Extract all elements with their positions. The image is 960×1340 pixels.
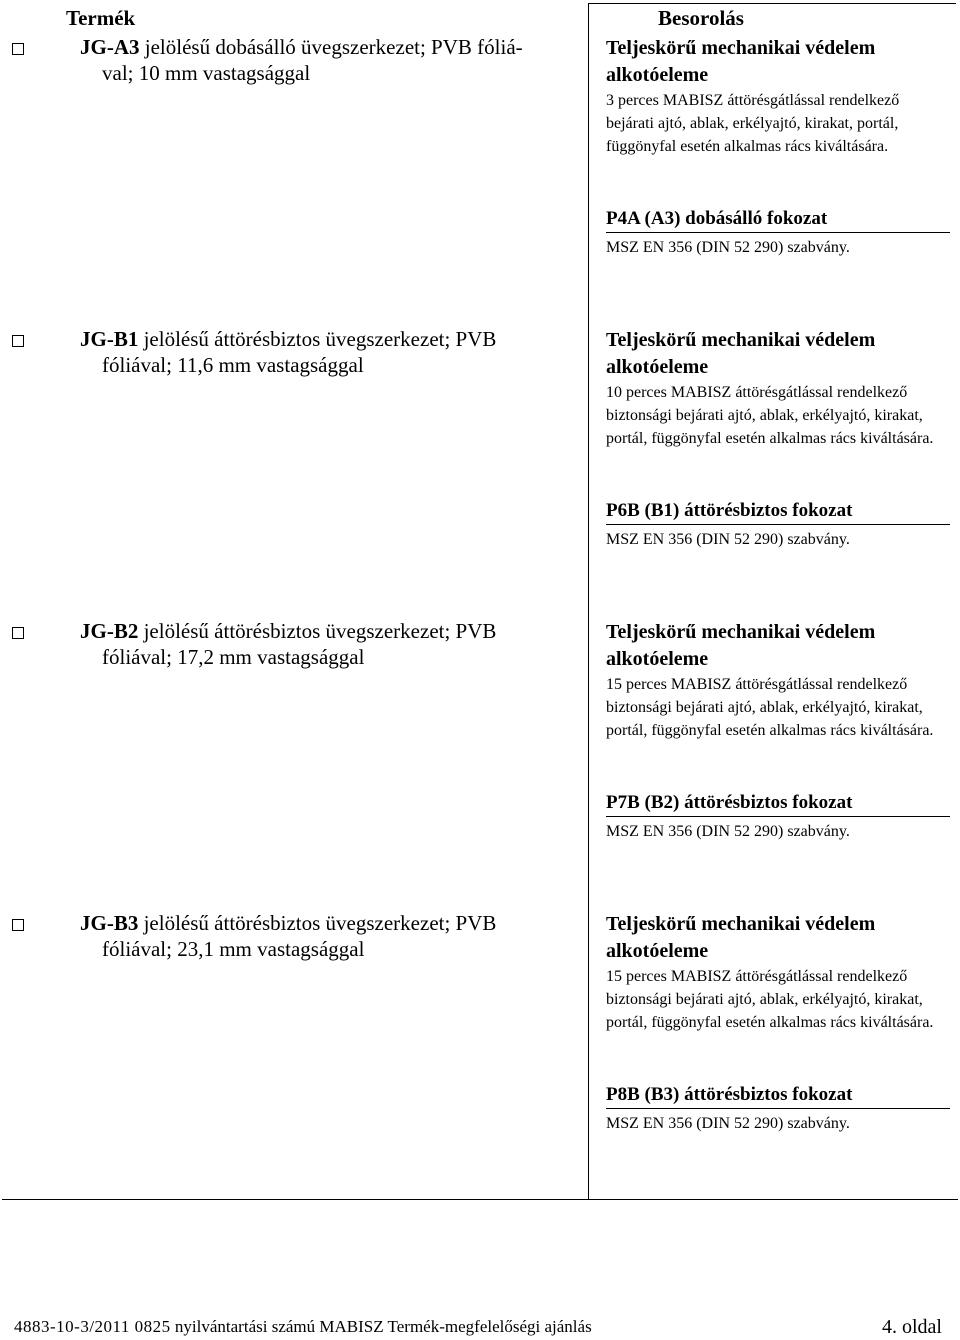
classification-title: Teljeskörű mechanikai védelem alkotóeleme xyxy=(606,913,876,962)
classification-description: 15 perces MABISZ áttörésgátlással rendelkező biztonsági bejárati ajtó, ablak, erkélyajtó, kirakat, portál, függönyfal esetén alkalmas rács kiváltására. xyxy=(606,676,934,739)
product-description xyxy=(80,910,578,962)
product-text-line1: jelölésű áttörésbiztos üvegszerkezet; PVB xyxy=(138,327,497,351)
checkbox-jg-b1[interactable] xyxy=(12,335,24,347)
page-footer xyxy=(14,1316,946,1338)
product-description xyxy=(80,618,578,670)
protection-grade: P7B (B2) áttörésbiztos fokozat xyxy=(606,791,950,817)
footer-document-text: nyilvántartási számú MABISZ Termék-megfelelőségi ajánlás xyxy=(170,1317,592,1336)
classification-title: Teljeskörű mechanikai védelem alkotóeleme xyxy=(606,37,876,86)
product-text-line1: jelölésű áttörésbiztos üvegszerkezet; PVB xyxy=(138,619,497,643)
standard-reference: MSZ EN 356 (DIN 52 290) szabvány. xyxy=(606,531,850,548)
checkbox-jg-b2[interactable] xyxy=(12,627,24,639)
standard-reference: MSZ EN 356 (DIN 52 290) szabvány. xyxy=(606,239,850,256)
product-text-line1: jelölésű dobásálló üvegszerkezet; PVB fóliá- xyxy=(139,35,523,59)
classification-block xyxy=(606,327,950,548)
product-text-line2: fóliával; 23,1 mm vastagsággal xyxy=(102,937,365,961)
classification-block xyxy=(606,35,950,256)
standard-reference: MSZ EN 356 (DIN 52 290) szabvány. xyxy=(606,823,850,840)
checkbox-jg-a3[interactable] xyxy=(12,43,24,55)
classification-block xyxy=(606,911,950,1132)
header-rule xyxy=(588,3,956,4)
product-description xyxy=(80,326,578,378)
product-text-line2: val; 10 mm vastagsággal xyxy=(102,61,311,85)
product-text-line2: fóliával; 17,2 mm vastagsággal xyxy=(102,645,365,669)
checkbox-jg-b3[interactable] xyxy=(12,919,24,931)
footer-page-number: 4. oldal xyxy=(882,1316,942,1338)
standard-reference: MSZ EN 356 (DIN 52 290) szabvány. xyxy=(606,1115,850,1132)
classification-column-header: Besorolás xyxy=(658,6,744,30)
protection-grade: P8B (B3) áttörésbiztos fokozat xyxy=(606,1083,950,1109)
column-divider xyxy=(588,4,589,1200)
classification-description: 15 perces MABISZ áttörésgátlással rendelkező biztonsági bejárati ajtó, ablak, erkélyajtó, kirakat, portál, függönyfal esetén alkalmas rács kiváltására. xyxy=(606,968,934,1031)
classification-description: 10 perces MABISZ áttörésgátlással rendelkező biztonsági bejárati ajtó, ablak, erkélyajtó, kirakat, portál, függönyfal esetén alkalmas rács kiváltására. xyxy=(606,384,934,447)
product-text-line2: fóliával; 11,6 mm vastagsággal xyxy=(102,353,364,377)
classification-block xyxy=(606,619,950,840)
product-code: JG-B2 xyxy=(80,619,139,643)
product-description xyxy=(80,34,578,86)
protection-grade: P6B (B1) áttörésbiztos fokozat xyxy=(606,499,950,525)
classification-title: Teljeskörű mechanikai védelem alkotóeleme xyxy=(606,621,876,670)
protection-grade: P4A (A3) dobásálló fokozat xyxy=(606,207,950,233)
product-text-line1: jelölésű áttörésbiztos üvegszerkezet; PVB xyxy=(138,911,497,935)
product-code: JG-B1 xyxy=(80,327,139,351)
product-code: JG-A3 xyxy=(80,35,140,59)
product-code: JG-B3 xyxy=(80,911,139,935)
product-column-header: Termék xyxy=(66,6,136,30)
classification-title: Teljeskörű mechanikai védelem alkotóeleme xyxy=(606,329,876,378)
table-bottom-rule xyxy=(2,1199,958,1200)
classification-description: 3 perces MABISZ áttörésgátlással rendelkező bejárati ajtó, ablak, erkélyajtó, kirakat, portál, függönyfal esetén alkalmas rács kiváltására. xyxy=(606,92,900,155)
footer-document-number: 4883-10-3/2011 0825 xyxy=(14,1317,171,1336)
